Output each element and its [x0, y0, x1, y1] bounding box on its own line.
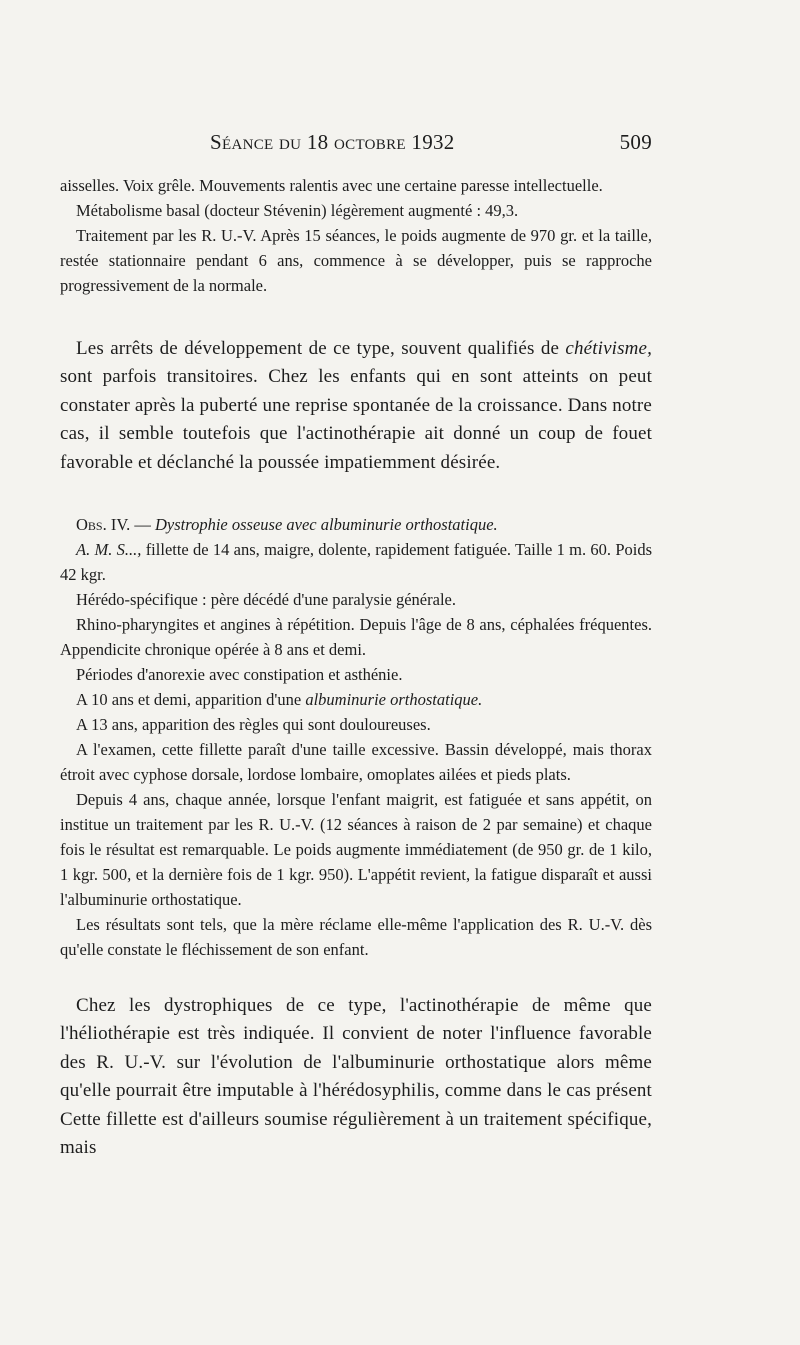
paragraph [60, 687, 652, 712]
paragraph: Les résultats sont tels, que la mère réclame elle-même l'application des R. U.-V. dès qu'elle constate le fléchissement de son enfant. [60, 915, 652, 959]
text-run: Les arrêts de développement de ce type, souvent qualifiés de [76, 338, 566, 359]
paragraph [60, 537, 652, 587]
paragraph: Hérédo-spécifique : père décédé d'une paralysie générale. [76, 590, 456, 609]
paragraph: Rhino-pharyngites et angines à répétition. Depuis l'âge de 8 ans, céphalées fréquentes. Appendicite chronique opérée à 8 ans et demi. [60, 615, 652, 659]
text-run: A 10 ans et demi, apparition d'une [76, 690, 306, 709]
italic-term: albuminurie orthostatique. [305, 690, 483, 709]
running-title [210, 130, 455, 155]
running-title-prefix: Séance du [210, 130, 307, 154]
paragraph [60, 335, 652, 477]
running-title-day: 18 [306, 130, 329, 154]
italic-term: chétivisme, [565, 338, 652, 359]
paragraph: Chez les dystrophiques de ce type, l'actinothérapie de même que l'héliothérapie est très indiquée. Il convient de noter l'influence favorable des R. U.-V. sur l'évolution de l'albuminurie orthostatique alors même qu'elle pourrait être imputable à l'hérédosyphilis, comme dans le cas présent Cette fillette est d'ailleurs soumise régulièrement à un traitement spécifique, mais [60, 995, 652, 1159]
paragraph: Traitement par les R. U.-V. Après 15 séances, le poids augmente de 970 gr. et la taille, restée stationnaire pendant 6 ans, commence à se développer, puis se rapproche progressivement de la normale. [60, 226, 652, 295]
page-number: 509 [619, 130, 652, 154]
observation-heading [60, 512, 652, 537]
paragraph: Depuis 4 ans, chaque année, lorsque l'enfant maigrit, est fatiguée et sans appétit, on institue un traitement par les R. U.-V. (12 séances à raison de 2 par semaine) et chaque fois le résultat est remarquable. Le poids augmente immédiatement (de 950 gr. de 1 kilo, 1 kgr. 500, et la dernière fois de 1 kgr. 950). L'appétit revient, la fatigue disparaît et aussi l'albuminurie orthostatique. [60, 790, 652, 909]
patient-initials: A. M. S..., [76, 540, 142, 559]
running-title-month: octobre [328, 130, 412, 154]
observation-title: Dystrophie osseuse avec albuminurie orthostatique. [155, 515, 498, 534]
paragraph: aisselles. Voix grêle. Mouvements ralentis avec une certaine paresse intellectuelle. [60, 176, 603, 195]
running-title-year: 1932 [411, 130, 455, 154]
paragraph: A 13 ans, apparition des règles qui sont douloureuses. [76, 715, 431, 734]
running-header [60, 130, 652, 160]
commentary-paragraph [60, 335, 652, 477]
paragraph: A l'examen, cette fillette paraît d'une taille excessive. Bassin développé, mais thorax étroit avec cyphose dorsale, lordose lombaire, omoplates ailées et pieds plats. [60, 740, 652, 784]
paragraph: Métabolisme basal (docteur Stévenin) légèrement augmenté : 49,3. [76, 201, 519, 220]
text-run: sont parfois transitoires. Chez les enfants qui en sont atteints on peut constater après la puberté une reprise spontanée de la croissance. Dans notre cas, il semble toutefois que l'actinothérapie ait donné un coup de fouet favorable et déclanché la poussée impatiemment désirée. [60, 366, 652, 473]
observation-block [60, 512, 652, 962]
paragraph: Périodes d'anorexie avec constipation et asthénie. [76, 665, 403, 684]
text-run: fillette de 14 ans, maigre, dolente, rapidement fatiguée. Taille 1 m. 60. Poids 42 kgr. [60, 540, 653, 584]
observation-label: Obs. IV. — [76, 515, 156, 534]
conclusion-paragraph [60, 992, 652, 1162]
case-continuation [60, 173, 652, 298]
